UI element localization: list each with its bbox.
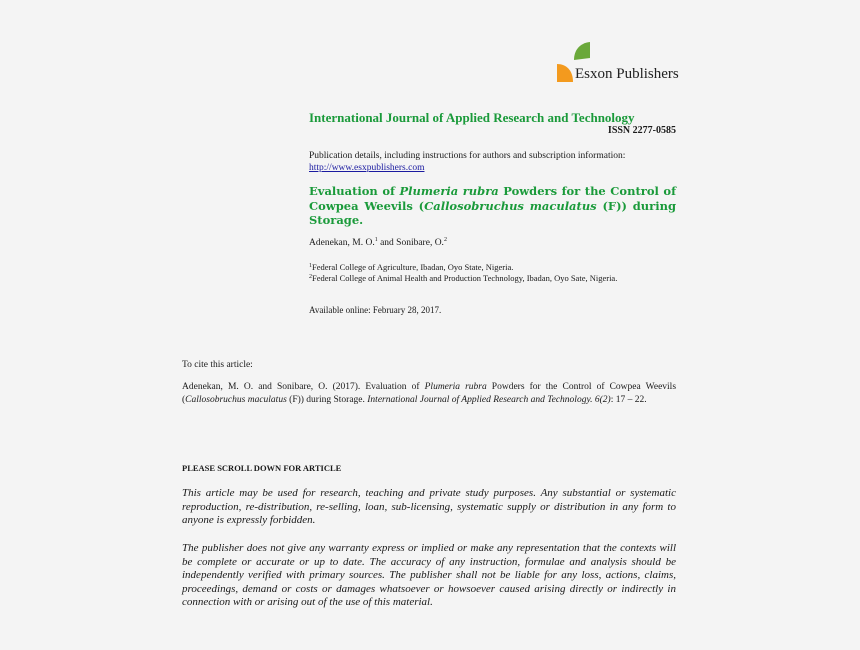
article-title-text: (F)) during Storage. bbox=[309, 198, 676, 227]
usage-disclaimer: This article may be used for research, teaching and private study purposes. Any substantial or systematic reproduction, re-distribution, re-selling, loan, sub-licensing, systematic supply or distribution in any form to anyone is expressly forbidden. bbox=[182, 487, 676, 526]
citation-segment: Powders for the Control of Cowpea Weevils ( bbox=[182, 382, 677, 405]
journal-title: International Journal of Applied Research and Technology bbox=[309, 110, 635, 125]
affiliation-mark: 1 bbox=[309, 263, 312, 269]
author-affiliation-mark: 2 bbox=[443, 237, 447, 243]
citation-species: Callosobruchus maculatus bbox=[185, 395, 287, 405]
citation-segment: (F)) during Storage. bbox=[286, 395, 368, 405]
affiliation-mark: 2 bbox=[309, 274, 312, 280]
publication-details bbox=[309, 150, 689, 174]
citation-segment: : 17 – 22. bbox=[610, 395, 647, 405]
available-online-date: Available online: February 28, 2017. bbox=[309, 305, 442, 315]
warranty-disclaimer: The publisher does not give any warranty express or implied or make any representation that the contexts will be complete or accurate or up to date. The accuracy of any instruction, formulae and analysis should be independently verified with primary sources. The publisher shall not be liable for any loss, actions, claims, proceedings, demand or costs or damages whatsoever or howsoever caused arising directly or indirectly in connection with or arising out of the use of this material. bbox=[182, 542, 676, 608]
publication-details-text: Publication details, including instructions for authors and subscription information: bbox=[309, 151, 626, 161]
journal-issn: ISSN 2277-0585 bbox=[607, 125, 676, 136]
publisher-name: Esxon Publishers bbox=[575, 66, 679, 82]
publisher-website-link[interactable]: http://www.esxpublishers.com bbox=[309, 163, 425, 173]
affiliation-text: Federal College of Agriculture, Ibadan, Oyo State, Nigeria. bbox=[312, 262, 514, 272]
author-name: and Sonibare, O. bbox=[377, 238, 444, 248]
citation-segment: Adenekan, M. O. and Sonibare, O. (2017). Evaluation of bbox=[182, 382, 425, 392]
citation-text bbox=[182, 381, 676, 407]
citation-journal: International Journal of Applied Research and Technology. 6(2) bbox=[367, 395, 611, 405]
affiliation-text: Federal College of Animal Health and Production Technology, Ibadan, Oyo Sate, Nigeria. bbox=[312, 273, 618, 283]
article-title-species: Callosobruchus maculatus bbox=[424, 198, 597, 213]
citation-species: Plumeria rubra bbox=[424, 382, 487, 392]
citation-label: To cite this article: bbox=[182, 360, 253, 370]
author-name: Adenekan, M. O. bbox=[309, 238, 375, 248]
affiliation-line bbox=[309, 262, 617, 273]
author-affiliation-mark: 1 bbox=[374, 237, 378, 243]
scroll-down-note: PLEASE SCROLL DOWN FOR ARTICLE bbox=[182, 463, 342, 473]
affiliation-line bbox=[309, 273, 617, 284]
article-title-species: Plumeria rubra bbox=[399, 184, 499, 198]
article-title bbox=[309, 184, 676, 228]
author-affiliations bbox=[309, 262, 617, 284]
article-authors bbox=[309, 238, 447, 248]
article-title-text: Powders for the Control of Cowpea Weevils ( bbox=[309, 184, 677, 213]
article-title-text: Evaluation of bbox=[309, 184, 400, 198]
